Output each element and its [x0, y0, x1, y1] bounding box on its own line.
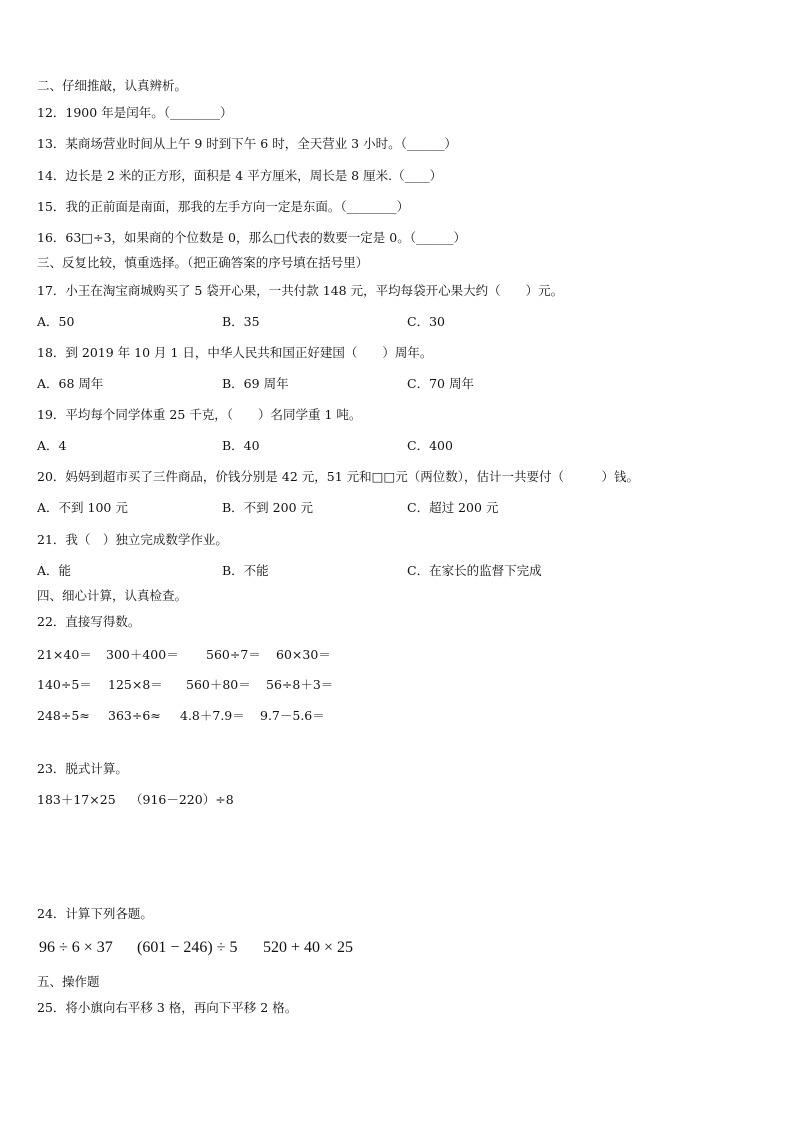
question-19: 19．平均每个同学体重 25 千克，（ ）名同学重 1 吨。 — [37, 407, 362, 422]
question-23: 23．脱式计算。 — [37, 761, 128, 776]
question-16: 16．63□÷3，如果商的个位数是 0，那么□代表的数要一定是 0。（______） — [37, 230, 466, 245]
oral-calc-1-4: 60×30＝ — [276, 647, 331, 662]
option-19-c: C．400 — [407, 438, 453, 453]
question-14: 14．边长是 2 米的正方形，面积是 4 平方厘米，周长是 8 厘米.（____） — [37, 168, 443, 183]
option-18-b: B．69 周年 — [222, 376, 289, 391]
option-20-a: A．不到 100 元 — [37, 500, 128, 515]
section-heading-2: 二、仔细推敲，认真辨析。 — [37, 78, 188, 93]
question-12: 12．1900 年是闰年。（________） — [37, 105, 233, 120]
option-21-a: A．能 — [37, 563, 72, 578]
question-22: 22．直接写得数。 — [37, 614, 141, 629]
section-heading-4: 四、细心计算，认真检查。 — [37, 588, 188, 603]
section-heading-3: 三、反复比较，慎重选择。（把正确答案的序号填在括号里） — [37, 255, 369, 270]
option-17-a: A．50 — [37, 314, 75, 329]
option-21-b: B．不能 — [222, 563, 269, 578]
option-20-b: B．不到 200 元 — [222, 500, 313, 515]
step-calc-2: （916－220）÷8 — [130, 792, 234, 807]
oral-calc-2-1: 140÷5＝ — [37, 677, 92, 692]
question-18: 18．到 2019 年 10 月 1 日，中华人民共和国正好建国（ ）周年。 — [37, 345, 433, 360]
option-18-a: A．68 周年 — [37, 376, 104, 391]
question-17: 17．小王在淘宝商城购买了 5 袋开心果，一共付款 148 元，平均每袋开心果大约（ ）元。 — [37, 283, 564, 298]
option-17-c: C．30 — [407, 314, 445, 329]
option-19-b: B．40 — [222, 438, 260, 453]
option-17-b: B．35 — [222, 314, 260, 329]
calc-expression-2: (601 − 246) ÷ 5 — [137, 939, 238, 956]
oral-calc-2-3: 560＋80＝ — [186, 677, 251, 692]
question-20: 20．妈妈到超市买了三件商品，价钱分别是 42 元，51 元和□□元（两位数），估计一共要付（ ）钱。 — [37, 469, 640, 484]
section-heading-5: 五、操作题 — [37, 974, 100, 989]
oral-calc-1-1: 21×40＝ — [37, 647, 92, 662]
option-20-c: C．超过 200 元 — [407, 500, 499, 515]
oral-calc-1-2: 300＋400＝ — [106, 647, 179, 662]
oral-calc-3-1: 248÷5≈ — [37, 708, 90, 723]
question-25: 25．将小旗向右平移 3 格，再向下平移 2 格。 — [37, 1000, 298, 1015]
option-18-c: C．70 周年 — [407, 376, 474, 391]
question-13: 13．某商场营业时间从上午 9 时到下午 6 时，全天营业 3 小时。（______） — [37, 136, 457, 151]
calc-expression-1: 96 ÷ 6 × 37 — [39, 939, 113, 956]
step-calc-1: 183＋17×25 — [37, 792, 116, 807]
question-21: 21．我（ ）独立完成数学作业。 — [37, 532, 228, 547]
oral-calc-2-4: 56÷8＋3＝ — [266, 677, 334, 692]
option-19-a: A．4 — [37, 438, 67, 453]
option-21-c: C．在家长的监督下完成 — [407, 563, 542, 578]
oral-calc-3-2: 363÷6≈ — [108, 708, 161, 723]
oral-calc-1-3: 560÷7＝ — [206, 647, 261, 662]
calc-expression-3: 520 + 40 × 25 — [263, 939, 354, 956]
question-24: 24．计算下列各题。 — [37, 906, 153, 921]
oral-calc-3-4: 9.7－5.6＝ — [260, 708, 325, 723]
oral-calc-2-2: 125×8＝ — [108, 677, 163, 692]
question-15: 15．我的正前面是南面，那我的左手方向一定是东面。（________） — [37, 199, 410, 214]
oral-calc-3-3: 4.8＋7.9＝ — [180, 708, 245, 723]
